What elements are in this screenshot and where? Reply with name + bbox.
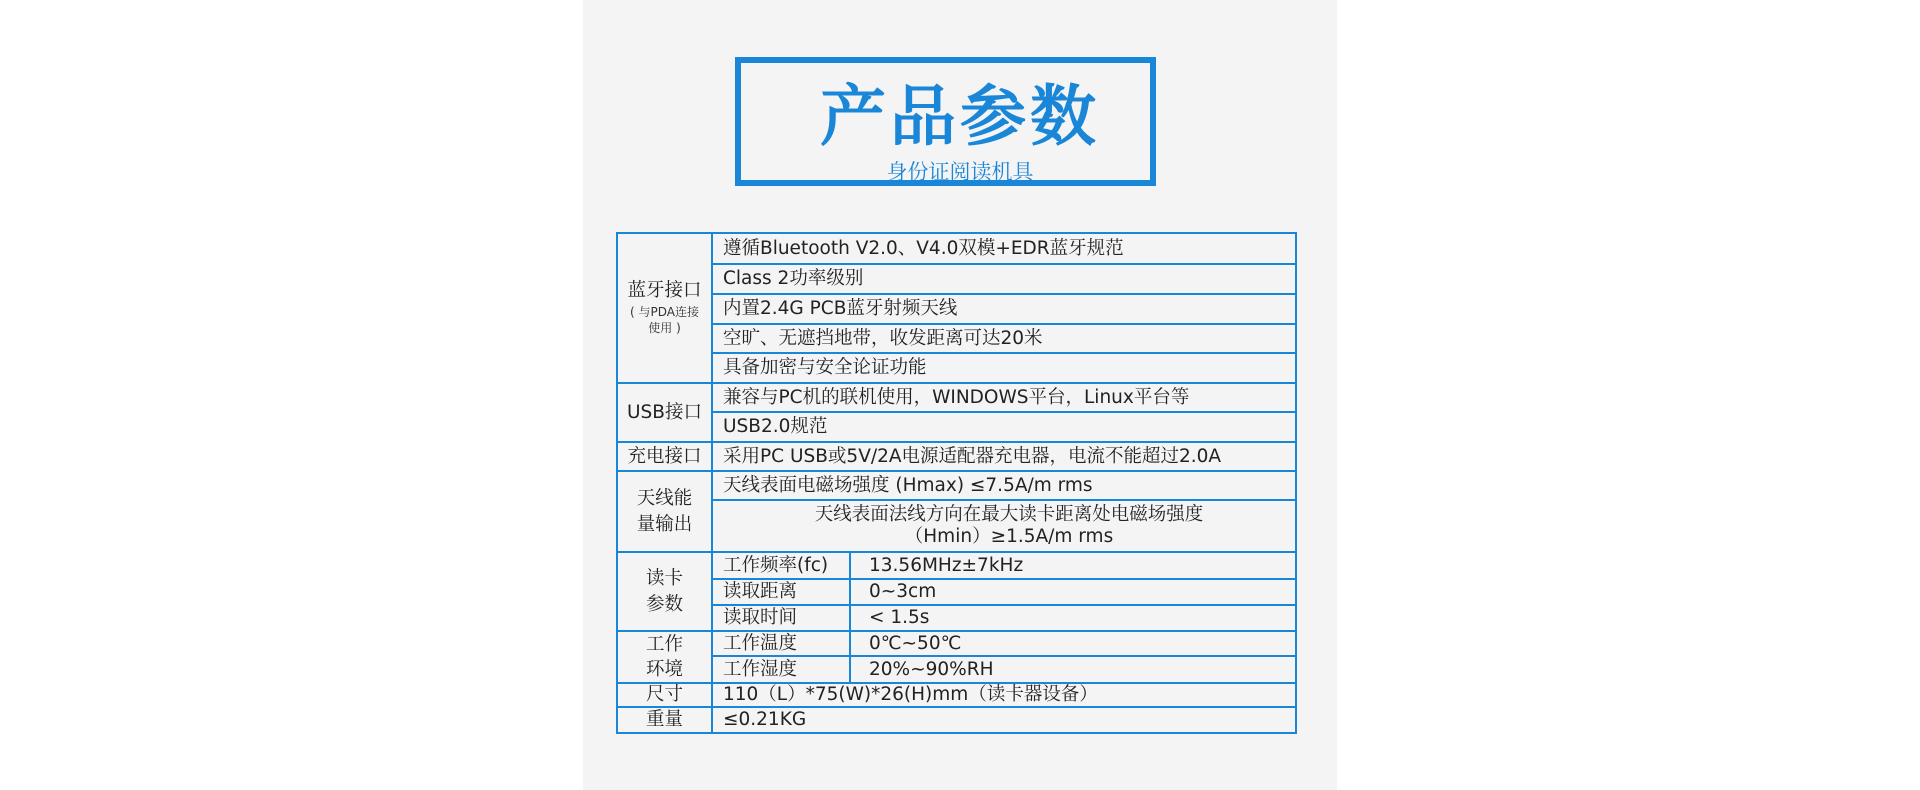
category-size bbox=[618, 684, 711, 706]
category-reading bbox=[618, 553, 711, 630]
content-panel bbox=[583, 0, 1337, 790]
spec-value: Class 2功率级别 bbox=[723, 268, 864, 289]
category-label-line2: 参数 bbox=[645, 593, 683, 615]
spec-table bbox=[616, 232, 1297, 734]
spec-value: 具备加密与安全论证功能 bbox=[723, 357, 927, 378]
category-note: ( 与PDA连接使用 ) bbox=[630, 305, 699, 335]
spec-value: 110（L）*75(W)*26(H)mm（读卡器设备） bbox=[723, 684, 1098, 705]
category-label: USB接口 bbox=[627, 401, 702, 423]
category-charging bbox=[618, 443, 711, 470]
category-label: 重量 bbox=[645, 709, 683, 730]
category-label-line1: 读卡 bbox=[645, 567, 683, 589]
category-label: 尺寸 bbox=[645, 684, 683, 705]
spec-value: 内置2.4G PCB蓝牙射频天线 bbox=[723, 298, 958, 319]
category-environment bbox=[618, 632, 711, 682]
param-value: 13.56MHz±7kHz bbox=[869, 554, 1024, 576]
spec-value: 采用PC USB或5V/2A电源适配器充电器，电流不能超过2.0A bbox=[723, 445, 1222, 467]
category-bluetooth bbox=[618, 234, 711, 382]
param-name: 工作湿度 bbox=[723, 658, 798, 680]
page-subtitle: 身份证阅读机具 bbox=[886, 160, 1034, 184]
param-value: 0~3cm bbox=[869, 581, 937, 602]
category-label-line2: 量输出 bbox=[636, 513, 693, 535]
category-weight bbox=[618, 708, 711, 732]
category-label-line1: 天线能 bbox=[636, 487, 693, 509]
spec-value: ≤0.21KG bbox=[723, 709, 807, 730]
param-value: 20%~90%RH bbox=[869, 658, 994, 680]
category-label-line2: 环境 bbox=[645, 659, 683, 680]
spec-value: USB2.0规范 bbox=[723, 416, 828, 437]
param-value: < 1.5s bbox=[869, 607, 930, 628]
spec-value-line1: 天线表面法线方向在最大读卡距离处电磁场强度 bbox=[814, 504, 1204, 525]
param-name: 读取时间 bbox=[723, 607, 798, 628]
category-usb bbox=[618, 384, 711, 441]
category-antenna bbox=[618, 472, 711, 551]
category-label-line1: 工作 bbox=[645, 634, 683, 655]
category-label: 充电接口 bbox=[627, 445, 702, 467]
param-value: 0℃~50℃ bbox=[869, 632, 962, 654]
page-title: 产品参数 bbox=[820, 78, 1100, 155]
spec-value-multiline bbox=[713, 501, 1295, 551]
param-name: 工作频率(fc) bbox=[723, 554, 829, 576]
spec-value-line2: （Hmin）≥1.5A/m rms bbox=[904, 526, 1114, 547]
param-name: 工作温度 bbox=[723, 632, 798, 654]
spec-value: 兼容与PC机的联机使用，WINDOWS平台，Linux平台等 bbox=[723, 386, 1190, 408]
param-name: 读取距离 bbox=[723, 581, 798, 602]
spec-value: 空旷、无遮挡地带，收发距离可达20米 bbox=[723, 327, 1043, 349]
category-label: 蓝牙接口 bbox=[627, 280, 702, 301]
spec-value: 天线表面电磁场强度 (Hmax) ≤7.5A/m rms bbox=[723, 474, 1093, 496]
spec-value: 遵循Bluetooth V2.0、V4.0双模+EDR蓝牙规范 bbox=[723, 237, 1124, 259]
